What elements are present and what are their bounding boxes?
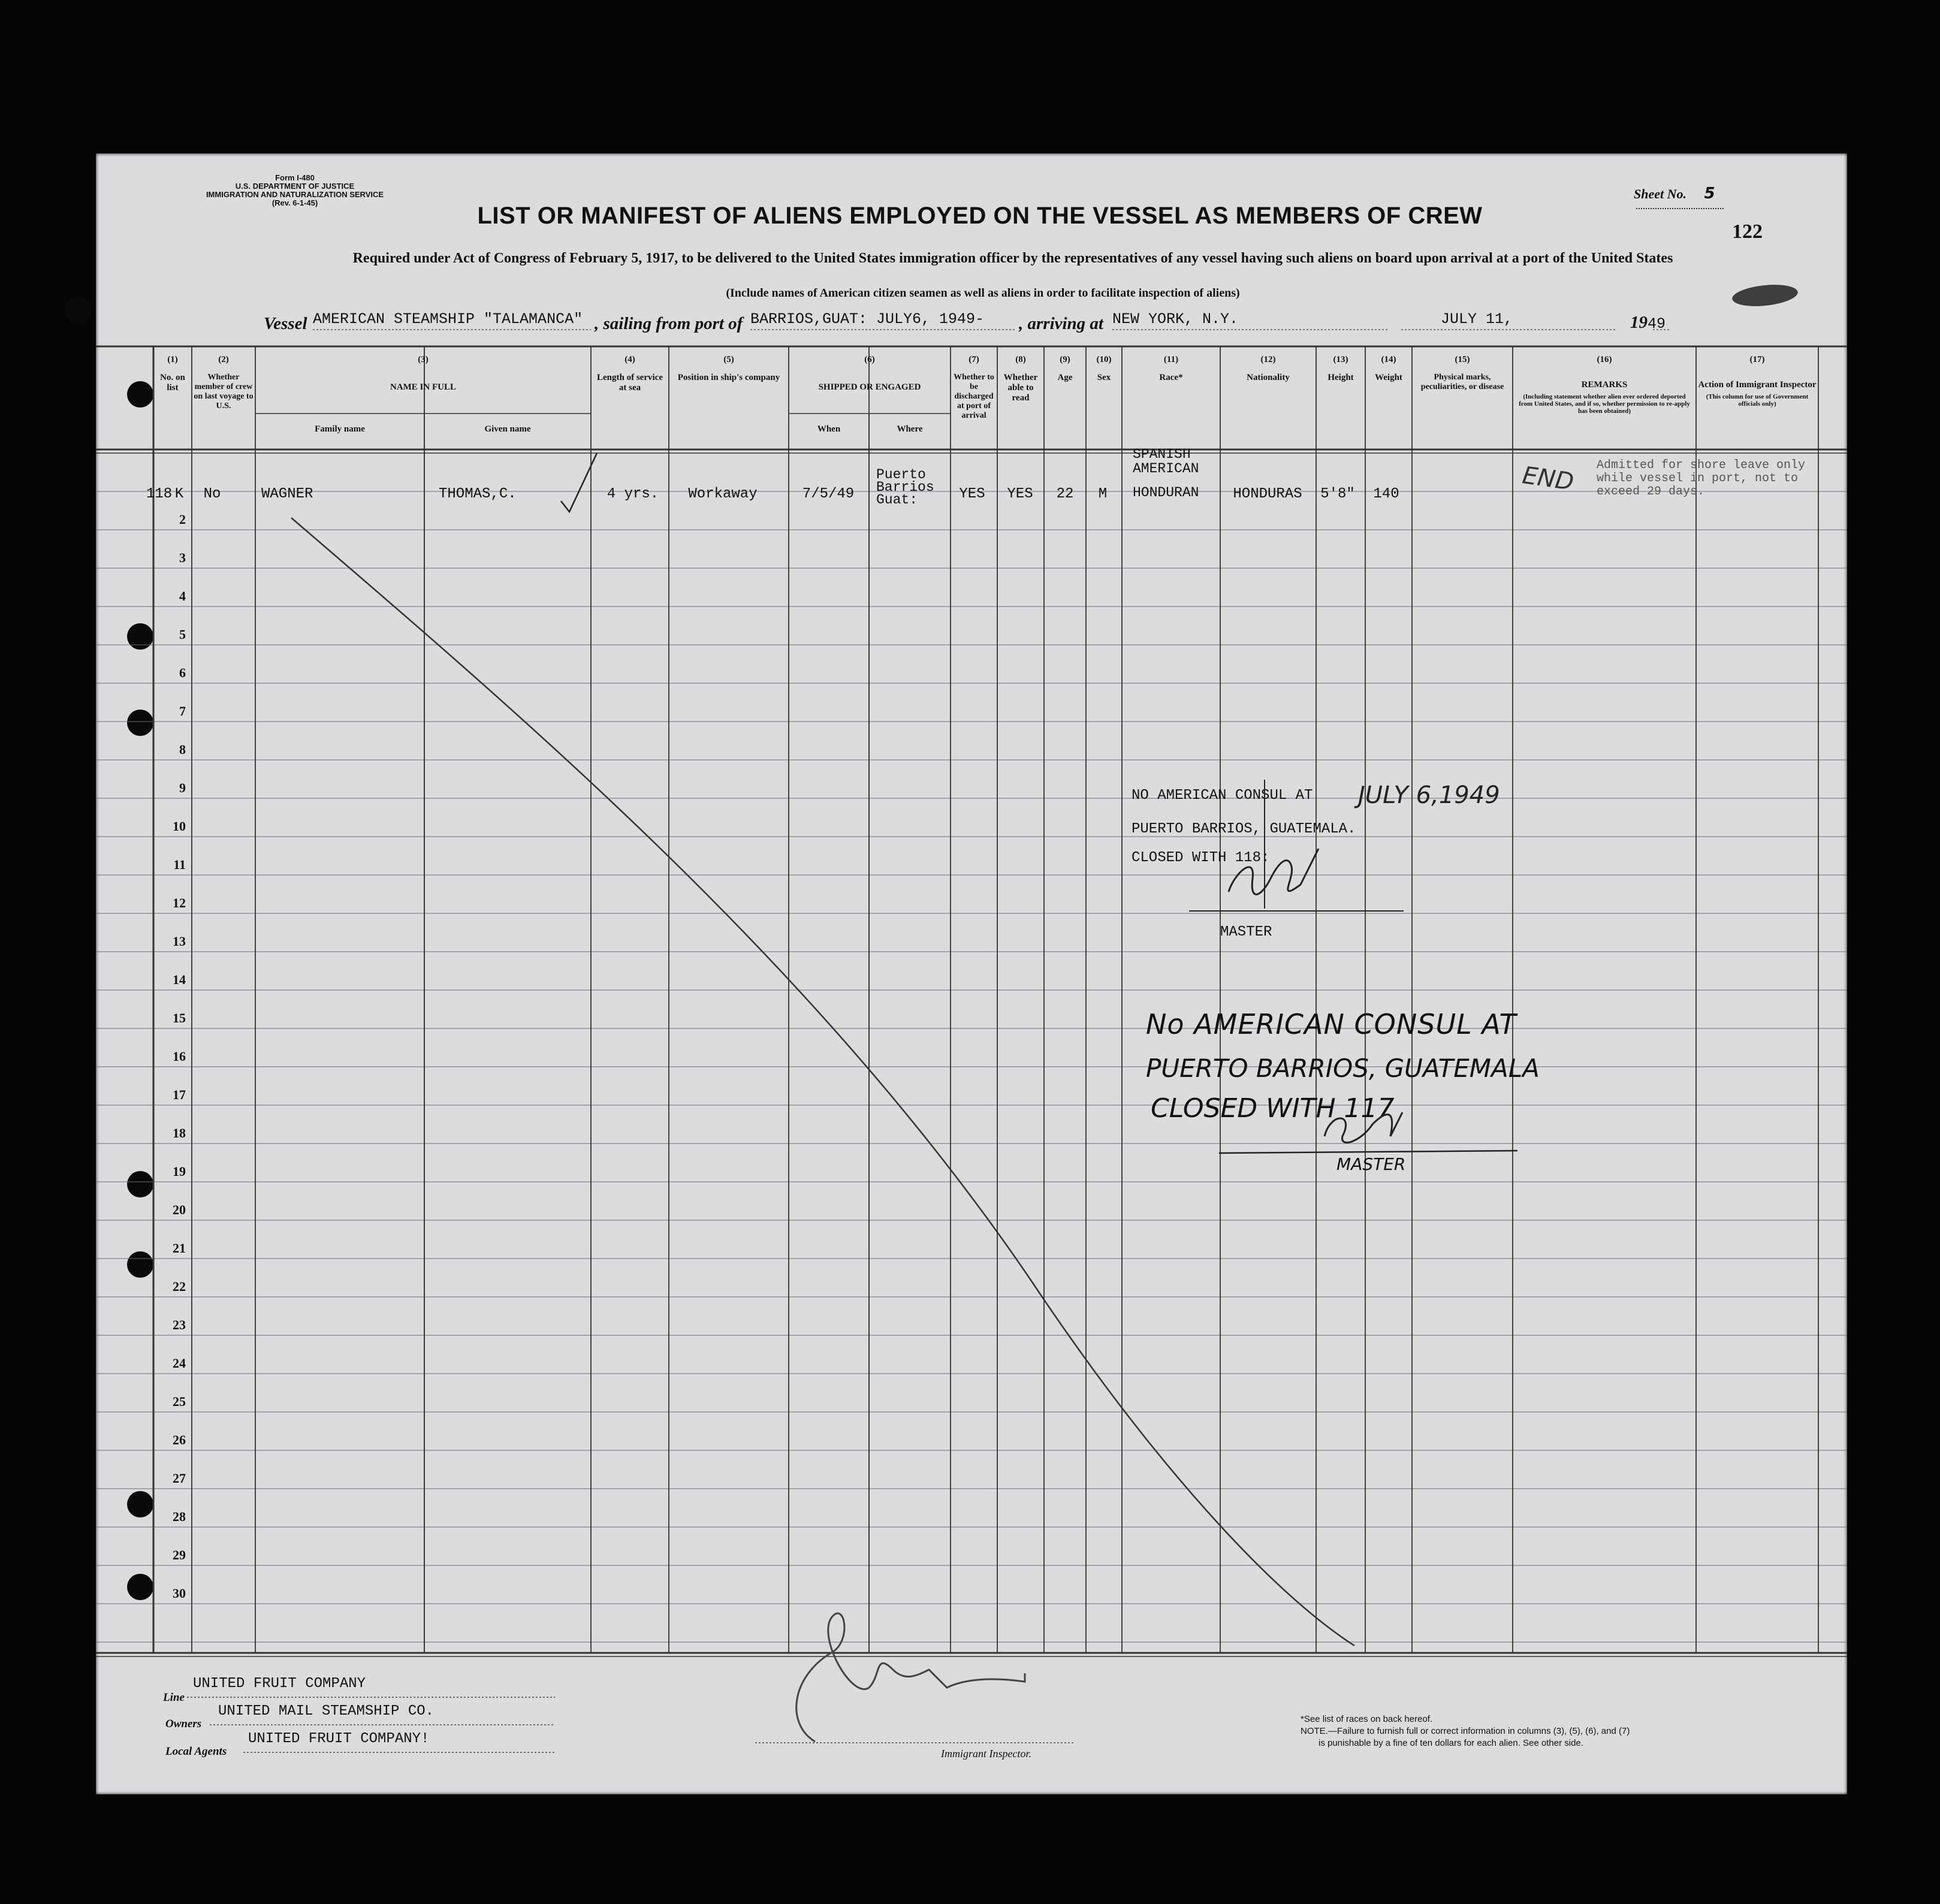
- sheet-number: 5: [1704, 185, 1715, 203]
- list-reference: 118: [146, 486, 173, 502]
- age: 22: [1056, 486, 1074, 502]
- column-subnote: (This column for use of Government officials only): [1706, 393, 1809, 408]
- instruction-note: (Include names of American citizen seamen as well as aliens in order to facilitate inspection of aliens): [726, 286, 1240, 300]
- row-number: 21: [173, 1241, 186, 1256]
- inspector-signature: [796, 1613, 1025, 1742]
- column-header: Sex: [1097, 373, 1111, 382]
- column-number: (4): [624, 355, 635, 364]
- shipped-when: 7/5/49: [802, 486, 855, 502]
- page-title: LIST OR MANIFEST OF ALIENS EMPLOYED ON THE VESSEL AS MEMBERS OF CREW: [477, 203, 1483, 229]
- handwritten-note-line: No AMERICAN CONSUL AT: [1146, 1008, 1517, 1040]
- row-number: 26: [173, 1432, 186, 1447]
- column-subheader: Given name: [484, 424, 531, 434]
- row-number: 8: [179, 742, 186, 757]
- punch-hole: [65, 297, 91, 324]
- column-subheader: When: [817, 424, 841, 434]
- page-subtitle: Required under Act of Congress of February 5, 1917, to be delivered to the United States immigration officer by the representatives of any vessel having such aliens on board upon arrival at a port of the United States: [352, 251, 1673, 266]
- last-voyage: No: [203, 486, 221, 502]
- footer-lines: [96, 153, 1847, 1794]
- row-number: 28: [173, 1509, 186, 1524]
- arrival-port: NEW YORK, N.Y.: [1112, 310, 1239, 328]
- row-number: 23: [173, 1317, 186, 1332]
- column-header: Whether to be discharged at port of arrival: [954, 373, 994, 420]
- column-header: SHIPPED OR ENGAGED: [818, 382, 921, 392]
- row-number: 3: [179, 550, 186, 565]
- handwritten-date: JULY 6,1949: [1358, 781, 1500, 809]
- column-subheader: Where: [897, 424, 923, 434]
- race-line: HONDURAN: [1133, 485, 1199, 500]
- agents-label: Local Agents: [165, 1745, 227, 1758]
- sheet-label: Sheet No.: [1634, 186, 1686, 201]
- line-company: UNITED FRUIT COMPANY: [193, 1676, 366, 1692]
- column-number: (9): [1060, 355, 1070, 364]
- column-number: (13): [1333, 355, 1348, 364]
- row-number: 14: [173, 972, 186, 987]
- column-number: (7): [969, 355, 979, 364]
- row-number: 15: [173, 1010, 186, 1025]
- row-number: 10: [173, 819, 186, 834]
- row-number: 12: [173, 895, 186, 910]
- column-header: Weight: [1375, 373, 1402, 382]
- page-number: 122: [1732, 221, 1763, 243]
- inspector-label: Immigrant Inspector.: [941, 1748, 1031, 1760]
- discharged: YES: [959, 486, 985, 502]
- column-header: Race*: [1159, 373, 1183, 382]
- row-number: 16: [173, 1049, 186, 1064]
- column-number: (11): [1163, 355, 1179, 364]
- column-number: (10): [1096, 355, 1112, 364]
- column-number: (6): [864, 355, 875, 364]
- row-number: 9: [179, 780, 186, 795]
- column-subheader: Family name: [315, 424, 365, 434]
- column-header: Nationality: [1247, 373, 1290, 382]
- row-number: 24: [173, 1356, 186, 1371]
- sailing-label: , sailing from port of: [595, 314, 743, 333]
- row-number: 2: [179, 512, 186, 527]
- row-number: 6: [179, 665, 186, 680]
- able-to-read: YES: [1007, 486, 1033, 502]
- weight: 140: [1373, 486, 1399, 502]
- entry-number: K: [174, 486, 184, 502]
- vessel-label: Vessel: [264, 314, 307, 333]
- column-header: Whether member of crew on last voyage to U.S.: [194, 373, 254, 411]
- column-header: No. on list: [160, 373, 185, 393]
- remarks: Admitted for shore leave only while vessel in port, not to exceed 29 days.: [1597, 458, 1806, 499]
- form-number: Form I-480: [275, 173, 315, 182]
- service-name: IMMIGRATION AND NATURALIZATION SERVICE: [206, 190, 384, 199]
- sex: M: [1098, 486, 1108, 502]
- master-label: MASTER: [1220, 924, 1272, 940]
- department: U.S. DEPARTMENT OF JUSTICE: [235, 182, 355, 191]
- year-prefix: 19: [1630, 313, 1648, 332]
- column-header: Length of service at sea: [597, 373, 663, 393]
- position: Workaway: [688, 486, 758, 502]
- row-number: 18: [173, 1125, 186, 1140]
- column-header: Height: [1327, 373, 1354, 382]
- given-name: THOMAS,C.: [439, 486, 517, 502]
- row-number: 22: [173, 1279, 186, 1294]
- family-name: WAGNER: [261, 486, 313, 502]
- typed-note-line: CLOSED WITH 118:: [1132, 850, 1270, 866]
- row-number: 4: [179, 589, 186, 604]
- column-number: (5): [723, 355, 734, 364]
- footer-note: is punishable by a fine of ten dollars for each alien. See other side.: [1319, 1738, 1583, 1748]
- column-number: (8): [1015, 355, 1026, 364]
- length-of-service: 4 yrs.: [607, 486, 659, 502]
- departure-port: BARRIOS,GUAT: JULY6, 1949-: [750, 310, 985, 328]
- column-header: Position in ship's company: [677, 373, 780, 382]
- nationality: HONDURAS: [1233, 486, 1302, 502]
- owners-label: Owners: [165, 1718, 202, 1730]
- column-header: Physical marks, peculiarities, or disease: [1420, 373, 1504, 391]
- manifest-sheet: [96, 153, 1847, 1794]
- row-number: 20: [173, 1202, 186, 1217]
- row-number: 7: [179, 704, 186, 719]
- revision: (Rev. 6-1-45): [271, 198, 318, 207]
- arrival-year: 49: [1648, 315, 1666, 333]
- footer-note: *See list of races on back hereof.: [1301, 1714, 1433, 1724]
- column-number: (16): [1597, 355, 1612, 364]
- column-number: (1): [167, 355, 178, 364]
- column-number: (3): [418, 355, 429, 364]
- column-header: Action of Immigrant Inspector: [1698, 380, 1817, 390]
- shipped-where: Puerto Barrios Guat:: [876, 467, 934, 508]
- typed-note-line: PUERTO BARRIOS, GUATEMALA.: [1132, 821, 1356, 837]
- row-number: 19: [173, 1164, 186, 1179]
- column-number: (14): [1381, 355, 1396, 364]
- row-number: 30: [173, 1586, 186, 1601]
- race-line: SPANISH: [1133, 446, 1191, 462]
- owners-company: UNITED MAIL STEAMSHIP CO.: [218, 1703, 435, 1719]
- column-header: Whether able to read: [1003, 373, 1038, 403]
- column-header: REMARKS: [1581, 380, 1628, 390]
- row-number: 25: [173, 1394, 186, 1409]
- handwritten-note-line: CLOSED WITH 117: [1151, 1093, 1395, 1124]
- column-number: (17): [1749, 355, 1765, 364]
- row-number: 11: [173, 857, 186, 872]
- height: 5'8": [1320, 486, 1355, 502]
- master-label: MASTER: [1336, 1154, 1406, 1174]
- arrival-date: JULY 11,: [1441, 310, 1513, 328]
- typed-note-line: NO AMERICAN CONSUL AT: [1132, 787, 1313, 804]
- column-header: NAME IN FULL: [390, 382, 456, 392]
- column-number: (12): [1260, 355, 1276, 364]
- line-label: Line: [163, 1691, 185, 1704]
- vessel-name: AMERICAN STEAMSHIP "TALAMANCA": [313, 310, 583, 328]
- column-subnote: (Including statement whether alien ever ordered deported from United States, and if so, whether permission to re-apply has been obtained): [1519, 393, 1690, 415]
- column-number: (15): [1455, 355, 1470, 364]
- footer-note: NOTE.—Failure to furnish full or correct information in columns (3), (5), (6), and (7): [1301, 1726, 1630, 1736]
- race-line: AMERICAN: [1133, 461, 1199, 476]
- agents-company: UNITED FRUIT COMPANY!: [248, 1731, 430, 1747]
- column-number: (2): [218, 355, 229, 364]
- handwritten-note-line: PUERTO BARRIOS, GUATEMALA: [1146, 1054, 1540, 1083]
- arriving-label: , arriving at: [1019, 314, 1103, 333]
- inspector-mark: END: [1520, 461, 1576, 496]
- row-number: 27: [173, 1471, 186, 1486]
- row-number: 17: [173, 1087, 186, 1102]
- row-number: 13: [173, 934, 186, 949]
- column-header: Age: [1057, 373, 1073, 382]
- row-number: 5: [179, 627, 186, 642]
- row-number: 29: [173, 1547, 186, 1562]
